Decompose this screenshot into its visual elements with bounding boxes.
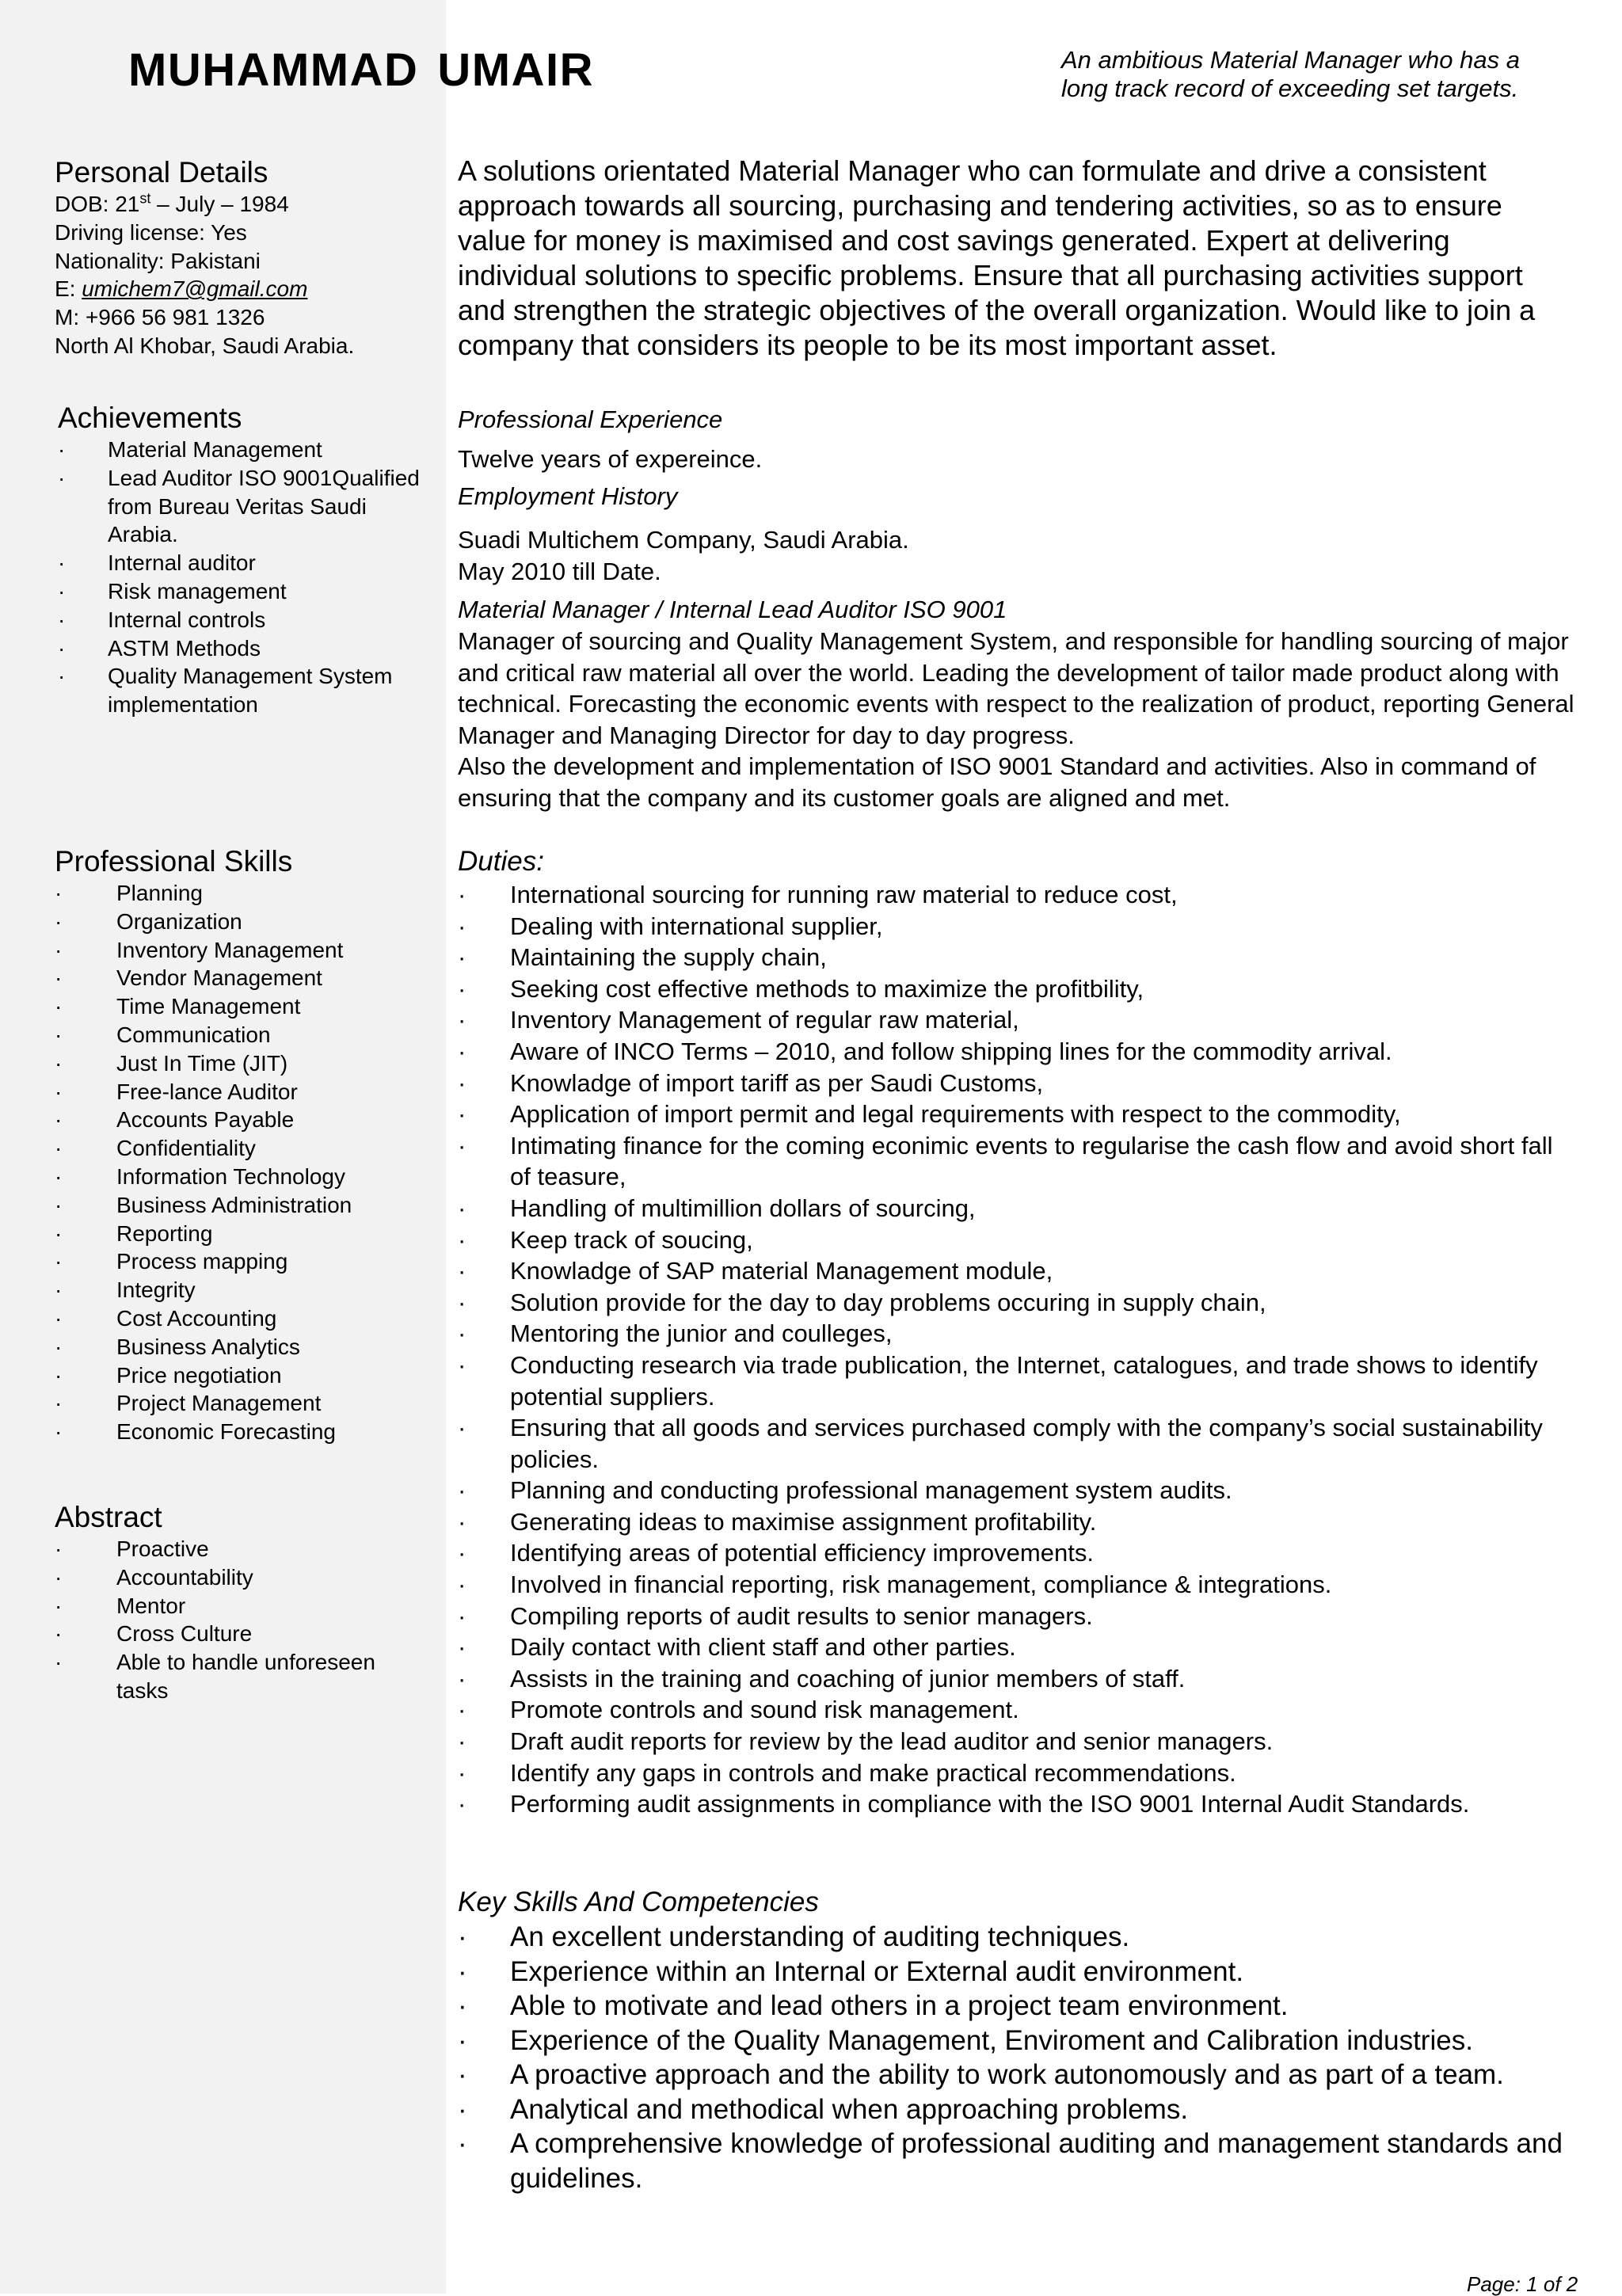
employment-period: May 2010 till Date. <box>458 558 661 585</box>
bullet-icon: · <box>55 908 63 934</box>
bullet-icon: · <box>458 1696 466 1724</box>
skill-item <box>55 1134 435 1163</box>
skill-item-text: Integrity <box>116 1277 196 1303</box>
professional-skills-section <box>55 844 435 1446</box>
bullet-icon: · <box>458 1539 466 1567</box>
duty-item-text: Intimating finance for the coming econimic events to regularise the cash flow and avoid short fall of teasure, <box>510 1131 1553 1191</box>
duty-item-text: Ensuring that all goods and services purchased comply with the company’s social sustainability policies. <box>510 1414 1543 1473</box>
achievement-item-text: Risk management <box>108 578 287 604</box>
skill-item <box>55 1078 435 1106</box>
duty-item-text: Compiling reports of audit results to senior managers. <box>510 1601 1093 1630</box>
bullet-icon: · <box>458 974 466 1003</box>
duty-item <box>458 1726 1567 1757</box>
bullet-icon: · <box>55 1277 63 1303</box>
bullet-icon: · <box>458 1601 466 1630</box>
abstract-item-text: Proactive <box>116 1536 209 1561</box>
bullet-icon: · <box>55 965 63 991</box>
last-name: UMAIR <box>437 44 594 96</box>
bullet-icon: · <box>58 437 66 462</box>
skill-item <box>55 1021 435 1049</box>
bullet-icon: · <box>458 1319 466 1348</box>
duty-item-text: Knowladge of import tariff as per Saudi Customs, <box>510 1068 1044 1097</box>
key-skill-item-text: Analytical and methodical when approaching problems. <box>510 2093 1189 2125</box>
abstract-item-text: Mentor <box>116 1593 186 1618</box>
bullet-icon: · <box>55 1536 63 1561</box>
achievement-item <box>58 549 434 577</box>
duty-item <box>458 1569 1567 1601</box>
achievement-item <box>58 662 434 719</box>
page-number: Page: 1 of 2 <box>1467 2272 1578 2296</box>
skill-item-text: Time Management <box>116 994 301 1019</box>
abstract-item <box>55 1648 419 1705</box>
abstract-item <box>55 1535 419 1563</box>
skill-item <box>55 1049 435 1078</box>
skill-item <box>55 1163 435 1191</box>
skill-item-text: Free-lance Auditor <box>116 1079 298 1104</box>
experience-years: Twelve years of expereince. <box>458 445 763 473</box>
bullet-icon: · <box>55 1220 63 1246</box>
duties-list <box>458 879 1567 1820</box>
abstract-item-text: Cross Culture <box>116 1621 253 1647</box>
bullet-icon: · <box>458 1068 466 1097</box>
achievement-item <box>58 464 434 549</box>
duty-item <box>458 1663 1567 1695</box>
duty-item <box>458 1537 1567 1569</box>
skill-item-text: Confidentiality <box>116 1136 256 1161</box>
skill-item <box>55 1418 435 1446</box>
duty-item-text: Application of import permit and legal requirements with respect to the commodity, <box>510 1100 1401 1129</box>
abstract-item <box>55 1620 419 1648</box>
email-link[interactable]: umichem7@gmail.com <box>82 276 308 302</box>
duty-item <box>458 1632 1567 1663</box>
skill-item-text: Process mapping <box>116 1249 288 1274</box>
bullet-icon: · <box>55 994 63 1019</box>
bullet-icon: · <box>458 1006 466 1034</box>
duty-item <box>458 973 1567 1005</box>
bullet-icon: · <box>58 664 66 689</box>
duty-item-text: Keep track of soucing, <box>510 1225 753 1254</box>
duty-item <box>458 1601 1567 1632</box>
duty-item-text: Dealing with international supplier, <box>510 912 883 940</box>
duty-item-text: Involved in financial reporting, risk management, compliance & integrations. <box>510 1571 1332 1599</box>
role-description <box>458 626 1574 814</box>
duty-item-text: International sourcing for running raw material to reduce cost, <box>510 881 1178 908</box>
bullet-icon: · <box>58 635 66 661</box>
duty-item-text: Seeking cost effective methods to maximize the profitbility, <box>510 974 1144 1003</box>
bullet-icon: · <box>55 1391 63 1416</box>
skill-item <box>55 1276 435 1304</box>
skill-item-text: Just In Time (JIT) <box>116 1050 288 1076</box>
bullet-icon: · <box>458 2093 467 2125</box>
duty-item <box>458 1193 1567 1224</box>
skill-item <box>55 1333 435 1361</box>
tagline-line-1: An ambitious Material Manager who has a <box>1061 46 1520 74</box>
bullet-icon: · <box>458 1664 466 1692</box>
duty-item <box>458 1287 1567 1319</box>
duty-item-text: Performing audit assignments in compliance with the ISO 9001 Internal Audit Standards. <box>510 1790 1470 1818</box>
professional-skills-list <box>55 879 435 1446</box>
duty-item-text: Draft audit reports for review by the lead auditor and senior managers. <box>510 1727 1274 1756</box>
bullet-icon: · <box>458 1727 466 1756</box>
duty-item <box>458 942 1567 973</box>
nationality: Nationality: Pakistani <box>55 248 261 273</box>
duty-item-text: Inventory Management of regular raw material, <box>510 1006 1019 1034</box>
key-skill-item <box>458 1920 1567 1955</box>
dob-sup: st <box>139 190 151 207</box>
key-skills-list <box>458 1920 1567 2195</box>
achievements-list <box>58 436 434 719</box>
achievement-item-text: Internal auditor <box>108 550 256 576</box>
bullet-icon: · <box>458 2128 467 2159</box>
duty-item <box>458 1130 1567 1193</box>
duty-item <box>458 911 1567 942</box>
duty-item <box>458 1350 1567 1412</box>
abstract-item-text: Accountability <box>116 1564 253 1590</box>
key-skill-item <box>458 2024 1567 2058</box>
skill-item-text: Business Administration <box>116 1192 352 1217</box>
professional-skills-heading: Professional Skills <box>55 845 293 878</box>
skill-item <box>55 1247 435 1276</box>
personal-details-heading: Personal Details <box>55 156 268 188</box>
dob-prefix: DOB: 21 <box>55 192 140 216</box>
duty-item <box>458 1412 1567 1475</box>
duty-item <box>458 1475 1567 1506</box>
skill-item <box>55 1304 435 1333</box>
duty-item <box>458 1004 1567 1036</box>
bullet-icon: · <box>58 578 66 604</box>
duties-heading: Duties: <box>458 846 544 877</box>
bullet-icon: · <box>55 1079 63 1104</box>
bullet-icon: · <box>458 1225 466 1254</box>
bullet-icon: · <box>458 943 466 972</box>
dob <box>55 190 435 219</box>
duty-item-text: Handling of multimillion dollars of sourcing, <box>510 1194 976 1222</box>
bullet-icon: · <box>458 1790 466 1818</box>
bullet-icon: · <box>58 465 66 490</box>
bullet-icon: · <box>55 1621 63 1647</box>
achievement-item-text: Quality Management System implementation <box>108 664 393 718</box>
skill-item-text: Planning <box>116 881 203 905</box>
skill-item-text: Price negotiation <box>116 1362 282 1388</box>
duty-item <box>458 1506 1567 1538</box>
skill-item-text: Economic Forecasting <box>116 1419 337 1445</box>
bullet-icon: · <box>458 1758 466 1787</box>
bullet-icon: · <box>458 1100 466 1129</box>
achievements-section <box>58 401 438 719</box>
duty-item <box>458 1318 1567 1350</box>
duty-item-text: Maintaining the supply chain, <box>510 943 827 972</box>
skill-item-text: Inventory Management <box>116 937 344 962</box>
key-skill-item-text: Able to motivate and lead others in a project team environment. <box>510 1990 1289 2021</box>
employment-history-heading: Employment History <box>458 482 678 510</box>
skill-item-text: Business Analytics <box>116 1334 300 1359</box>
bullet-icon: · <box>55 1249 63 1274</box>
duty-item-text: Aware of INCO Terms – 2010, and follow shipping lines for the commodity arrival. <box>510 1037 1392 1065</box>
duty-item-text: Assists in the training and coaching of junior members of staff. <box>510 1664 1186 1692</box>
email-label: E: <box>55 276 82 302</box>
tagline-line-2: long track record of exceeding set targets. <box>1061 74 1519 102</box>
bullet-icon: · <box>458 1571 466 1599</box>
tagline <box>1061 46 1600 103</box>
duty-item-text: Generating ideas to maximise assignment profitability. <box>510 1507 1097 1536</box>
duty-item-text: Planning and conducting professional management system audits. <box>510 1476 1232 1505</box>
address: North Al Khobar, Saudi Arabia. <box>55 333 355 358</box>
bullet-icon: · <box>55 1362 63 1388</box>
company-name: Suadi Multichem Company, Saudi Arabia. <box>458 526 909 554</box>
bullet-icon: · <box>55 881 63 905</box>
bullet-icon: · <box>458 1955 467 1987</box>
duty-item-text: Solution provide for the day to day problems occuring in supply chain, <box>510 1288 1266 1316</box>
skill-item <box>55 1220 435 1248</box>
skill-item <box>55 964 435 992</box>
candidate-name <box>128 41 594 100</box>
skill-item <box>55 879 435 908</box>
skill-item-text: Accounts Payable <box>116 1107 295 1133</box>
bullet-icon: · <box>458 881 466 908</box>
key-skill-item <box>458 1989 1567 2024</box>
bullet-icon: · <box>55 1107 63 1133</box>
role-description-para-2: Also the development and implementation of ISO 9001 Standard and activities. Also in command of ensuring that the company and its customer goals are aligned and met. <box>458 752 1536 812</box>
duty-item <box>458 1757 1567 1789</box>
professional-experience-heading: Professional Experience <box>458 406 723 433</box>
bullet-icon: · <box>458 2024 467 2056</box>
bullet-icon: · <box>55 1564 63 1590</box>
bullet-icon: · <box>458 1288 466 1316</box>
bullet-icon: · <box>458 1037 466 1065</box>
abstract-item-text: Able to handle unforeseen tasks <box>116 1650 375 1703</box>
skill-item <box>55 908 435 936</box>
bullet-icon: · <box>458 1350 466 1379</box>
bullet-icon: · <box>458 1990 467 2021</box>
bullet-icon: · <box>55 1022 63 1047</box>
bullet-icon: · <box>458 1257 466 1285</box>
key-skill-item <box>458 2127 1567 2195</box>
key-skill-item-text: Experience within an Internal or External audit environment. <box>510 1955 1244 1987</box>
bullet-icon: · <box>55 1050 63 1076</box>
bullet-icon: · <box>458 912 466 940</box>
abstract-item <box>55 1563 419 1592</box>
achievement-item <box>58 436 434 464</box>
duty-item-text: Mentoring the junior and coulleges, <box>510 1319 893 1348</box>
duty-item <box>458 1068 1567 1099</box>
job-role: Material Manager / Internal Lead Auditor ISO 9001 <box>458 596 1007 623</box>
driving-license: Driving license: Yes <box>55 219 247 245</box>
bullet-icon: · <box>458 1476 466 1505</box>
role-description-para-1: Manager of sourcing and Quality Management System, and responsible for handling sourcing of major and critical raw material all over the world. Leading the development of tailor made product along with technical. Forecasting the economic events with respect to the realization of product, reporting General Manager and Managing Director for day to day progress. <box>458 627 1574 749</box>
duty-item <box>458 1036 1567 1068</box>
bullet-icon: · <box>55 1192 63 1217</box>
abstract-heading: Abstract <box>55 1501 162 1533</box>
skill-item-text: Communication <box>116 1022 271 1047</box>
duty-item-text: Identify any gaps in controls and make practical recommendations. <box>510 1758 1236 1787</box>
skill-item-text: Information Technology <box>116 1163 345 1189</box>
key-skill-item <box>458 1955 1567 1989</box>
duty-item-text: Daily contact with client staff and other parties. <box>510 1633 1016 1662</box>
bullet-icon: · <box>458 1194 466 1222</box>
duty-item <box>458 1224 1567 1256</box>
skill-item-text: Reporting <box>116 1220 213 1246</box>
duty-item-text: Conducting research via trade publication, the Internet, catalogues, and trade shows to identify potential suppliers. <box>510 1350 1538 1411</box>
skill-item-text: Organization <box>116 908 242 934</box>
personal-details-section <box>55 155 435 360</box>
profile-summary: A solutions orientated Material Manager who can formulate and drive a consistent approach towards all sourcing, purchasing and tendering activities, so as to ensure value for money is maximised and cost savings generated. Expert at delivering individual solutions to specific problems. Ensure that all purchasing activities support and strengthen the strategic objectives of the overall organization. Would like to join a company that considers its people to be its most important asset. <box>458 154 1536 361</box>
bullet-icon: · <box>58 550 66 576</box>
bullet-icon: · <box>458 1414 466 1442</box>
bullet-icon: · <box>458 1633 466 1662</box>
duty-item <box>458 1255 1567 1287</box>
abstract-section <box>55 1500 435 1705</box>
skill-item-text: Cost Accounting <box>116 1305 277 1331</box>
bullet-icon: · <box>55 937 63 962</box>
achievement-item <box>58 577 434 606</box>
bullet-icon: · <box>55 1136 63 1161</box>
duty-item-text: Identifying areas of potential efficiency improvements. <box>510 1539 1094 1567</box>
skill-item-text: Vendor Management <box>116 965 322 991</box>
bullet-icon: · <box>58 607 66 632</box>
key-skill-item-text: Experience of the Quality Management, Enviroment and Calibration industries. <box>510 2024 1473 2056</box>
skill-item <box>55 1106 435 1134</box>
key-skill-item <box>458 2092 1567 2127</box>
achievement-item-text: Material Management <box>108 437 322 462</box>
duty-item-text: Promote controls and sound risk management. <box>510 1696 1019 1724</box>
bullet-icon: · <box>458 1921 467 1952</box>
skill-item <box>55 936 435 965</box>
first-name: MUHAMMAD <box>128 44 419 96</box>
dob-suffix: – July – 1984 <box>150 192 289 216</box>
bullet-icon: · <box>55 1419 63 1445</box>
bullet-icon: · <box>458 1507 466 1536</box>
bullet-icon: · <box>55 1305 63 1331</box>
achievements-heading: Achievements <box>58 402 242 434</box>
achievement-item-text: Internal controls <box>108 607 266 632</box>
key-skill-item <box>458 2058 1567 2092</box>
bullet-icon: · <box>55 1593 63 1618</box>
key-skill-item-text: An excellent understanding of auditing techniques. <box>510 1921 1130 1952</box>
achievement-item <box>58 634 434 663</box>
bullet-icon: · <box>55 1163 63 1189</box>
bullet-icon: · <box>55 1334 63 1359</box>
duty-item <box>458 1099 1567 1130</box>
duty-item <box>458 1788 1567 1820</box>
skill-item <box>55 992 435 1021</box>
key-skill-item-text: A proactive approach and the ability to work autonomously and as part of a team. <box>510 2059 1504 2090</box>
bullet-icon: · <box>458 2059 467 2090</box>
duty-item-text: Knowladge of SAP material Management module, <box>510 1257 1053 1285</box>
skill-item <box>55 1191 435 1220</box>
key-skill-item-text: A comprehensive knowledge of professional auditing and management standards and guidelines. <box>510 2128 1563 2194</box>
mobile: M: +966 56 981 1326 <box>55 305 265 330</box>
bullet-icon: · <box>458 1131 466 1159</box>
duty-item <box>458 879 1567 911</box>
bullet-icon: · <box>55 1650 63 1675</box>
duty-item <box>458 1694 1567 1726</box>
skill-item <box>55 1361 435 1390</box>
achievement-item-text: Lead Auditor ISO 9001Qualified from Bureau Veritas Saudi Arabia. <box>108 465 420 547</box>
skill-item <box>55 1389 435 1418</box>
achievement-item <box>58 606 434 634</box>
skill-item-text: Project Management <box>116 1391 322 1416</box>
key-skills-heading: Key Skills And Competencies <box>458 1887 819 1917</box>
abstract-item <box>55 1592 419 1620</box>
achievement-item-text: ASTM Methods <box>108 635 261 661</box>
email-line <box>55 275 435 303</box>
abstract-list <box>55 1535 419 1705</box>
